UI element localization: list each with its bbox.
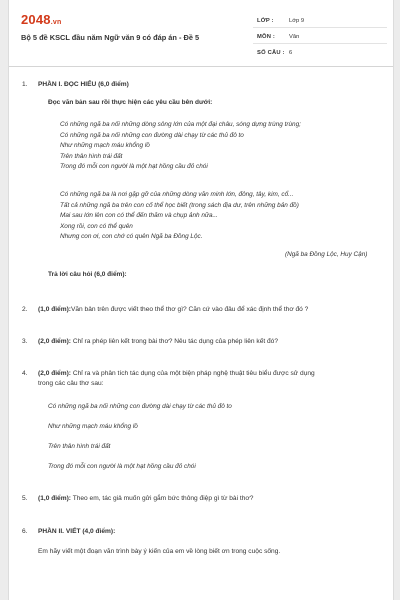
poem-line: Như những mạch máu khổng lồ <box>60 142 150 149</box>
poem-line: Trên thân hình trái đất <box>60 152 123 160</box>
meta-label: LỚP : <box>257 18 274 24</box>
poem-stanza-2 <box>60 190 380 243</box>
question-number: 2. <box>22 306 28 313</box>
poem-line: Nhưng con ơi, con chớ có quên Ngã ba Đồng Lộc. <box>60 233 203 240</box>
worksheet-header <box>9 0 393 67</box>
logo-text: 2048 <box>21 12 51 27</box>
question-number: 4. <box>22 370 28 377</box>
poem-line: Xong rồi, con có thể quên <box>60 222 133 230</box>
reading-instruction: Đọc văn bản sau rồi thực hiện các yêu cầu bên dưới: <box>48 99 213 106</box>
question-number: 5. <box>22 495 28 502</box>
meta-row-class <box>253 13 387 28</box>
question-score: (1,0 điểm): <box>38 306 71 313</box>
quoted-line: Có những ngã ba nối những con đường dài chạy từ các thủ đô to <box>48 403 232 410</box>
poem-line: Có những ngã ba là nơi gặp gỡ của những dòng văn minh lớn, đông, tây, kim, cổ... <box>60 191 294 198</box>
meta-value: Văn <box>289 34 300 40</box>
site-logo[interactable] <box>21 12 61 27</box>
poem-line: Mai sau lớn lên con có thể đến thăm và chụp ảnh nữa... <box>60 212 218 219</box>
answer-prompt: Trả lời câu hỏi (6,0 điểm): <box>48 271 127 278</box>
meta-label: SỐ CÂU : <box>257 50 285 56</box>
poem-source: (Ngã ba Đồng Lộc, Huy Cận) <box>285 251 368 258</box>
question-score: (1,0 điểm): <box>38 495 71 502</box>
question-text-continued: trong các câu thơ sau: <box>38 380 104 387</box>
meta-value: Lớp 9 <box>289 18 305 24</box>
poem-line: Trong đó mỗi con người là một hạt hồng cầu đỏ chói <box>60 163 208 170</box>
question-text: Theo em, tác giả muốn gửi gắm bức thông điệp gì từ bài thơ? <box>70 495 254 502</box>
question-number: 1. <box>22 81 28 88</box>
worksheet-title: Bộ 5 đề KSCL đầu năm Ngữ văn 9 có đáp án - Đề 5 <box>21 33 200 42</box>
meta-row-subject <box>253 29 387 44</box>
quoted-line: Như những mạch máu khổng lồ <box>48 423 138 430</box>
section-heading: PHẦN II. VIẾT (4,0 điểm): <box>38 528 116 535</box>
logo-suffix: .vn <box>50 19 62 26</box>
quoted-line: Trên thân hình trái đất <box>48 443 111 450</box>
poem-line: Có những ngã ba nối những dòng sông lớn của một đại châu, sóng dựng trùng trùng; <box>60 121 301 128</box>
quoted-line: Trong đó mỗi con người là một hạt hồng cầu đỏ chói <box>48 463 196 470</box>
question-score: (2,0 điểm): <box>38 338 71 345</box>
poem-stanza-1 <box>60 120 380 173</box>
question-score: (2,0 điểm): <box>38 370 71 377</box>
question-text: Văn bản trên được viết theo thể thơ gì? Căn cứ vào đâu để xác định thể thơ đó ? <box>70 306 309 313</box>
question-text: Chỉ ra phép liên kết trong bài thơ? Nêu tác dụng của phép liên kết đó? <box>70 338 279 345</box>
poem-line: Có những ngã ba nối những con đường dài chạy từ các thủ đô to <box>60 131 244 139</box>
worksheet <box>8 0 394 600</box>
question-number: 3. <box>22 338 28 345</box>
question-text: Chỉ ra và phân tích tác dụng của một biện pháp nghệ thuật tiêu biểu được sử dụng <box>70 370 315 377</box>
section-heading: PHẦN I. ĐỌC HIỂU (6,0 điểm) <box>38 81 129 88</box>
meta-value: 6 <box>289 50 293 56</box>
question-number: 6. <box>22 528 28 535</box>
meta-row-question-count <box>253 45 387 59</box>
question-text: Em hãy viết một đoạn văn trình bày ý kiến của em về lòng biết ơn trong cuộc sống. <box>38 548 281 555</box>
poem-line: Tất cả những ngã ba trên con cố thể học biết (trong sách địa dư, trên những bản đồ) <box>60 201 299 209</box>
meta-label: MÔN : <box>257 34 276 40</box>
